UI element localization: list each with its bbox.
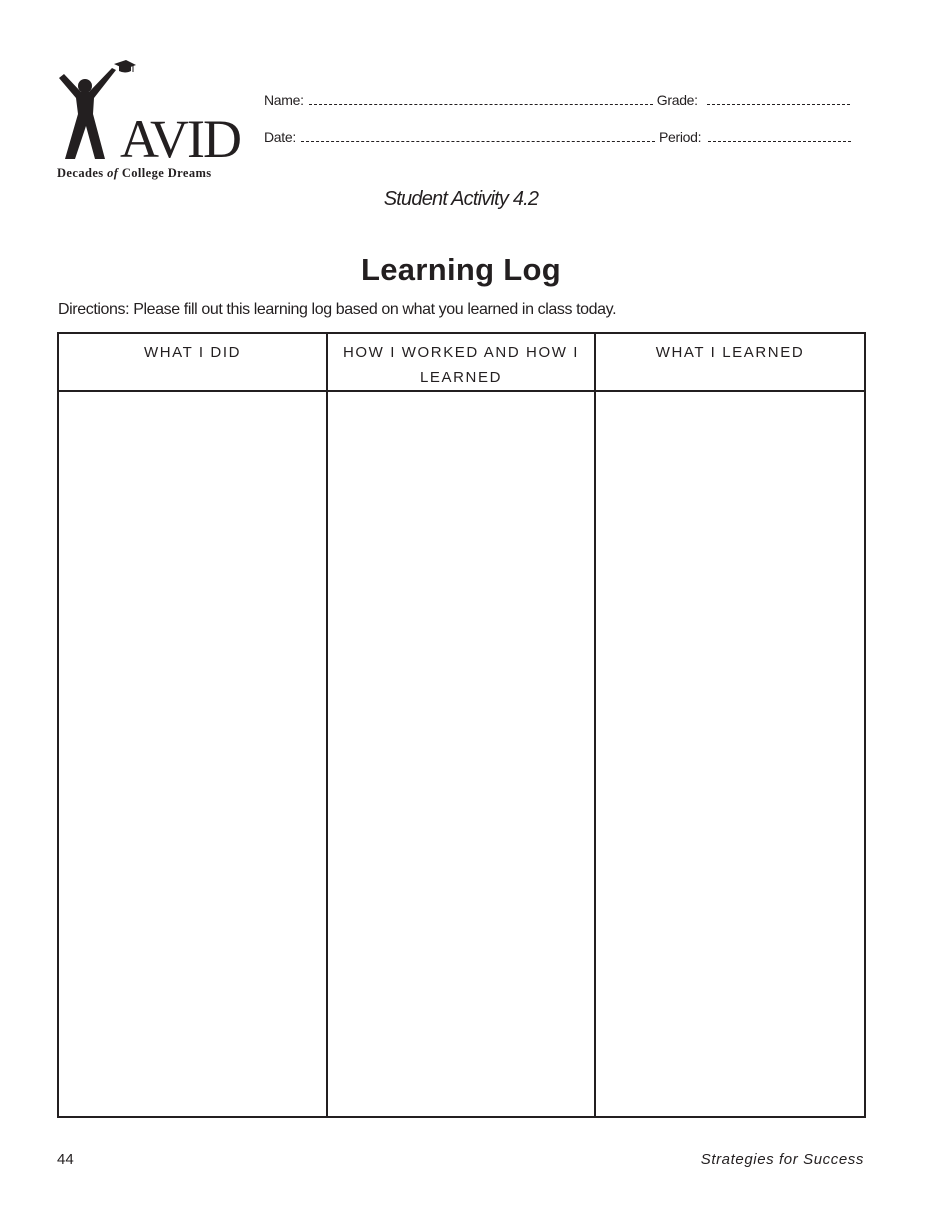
page-number: 44	[57, 1151, 74, 1168]
footer-book-title: Strategies for Success	[700, 1151, 864, 1168]
learning-log-table	[57, 332, 866, 1118]
date-label: Date:	[264, 129, 296, 145]
directions-text: Directions: Please fill out this learning log based on what you learned in class today.	[58, 301, 617, 318]
period-label: Period:	[658, 129, 702, 145]
period-field[interactable]	[708, 140, 851, 142]
logo-wordmark: AVID	[120, 109, 241, 169]
how-i-worked-cell[interactable]	[328, 392, 594, 1116]
column-header-what-i-learned: WHAT I LEARNED	[655, 344, 805, 361]
logo-tagline	[57, 166, 212, 181]
name-label: Name:	[264, 92, 304, 108]
tagline-post: College Dreams	[118, 166, 212, 180]
grade-field[interactable]	[707, 103, 850, 105]
page-title: Learning Log	[361, 252, 561, 287]
tagline-pre: Decades	[57, 166, 108, 180]
activity-label: Student Activity 4.2	[383, 188, 539, 210]
name-field[interactable]	[309, 103, 653, 105]
avid-logo	[56, 60, 251, 185]
tagline-of: of	[107, 166, 119, 180]
what-i-did-cell[interactable]	[59, 392, 326, 1116]
column-header-what-i-did: WHAT I DID	[143, 344, 242, 361]
name-grade-row	[264, 92, 862, 108]
grade-label: Grade:	[656, 92, 698, 108]
what-i-learned-cell[interactable]	[596, 392, 864, 1116]
column-header-how-i-worked: HOW I WORKED AND HOW I LEARNED	[342, 344, 580, 386]
date-period-row	[264, 129, 862, 145]
date-field[interactable]	[301, 140, 655, 142]
